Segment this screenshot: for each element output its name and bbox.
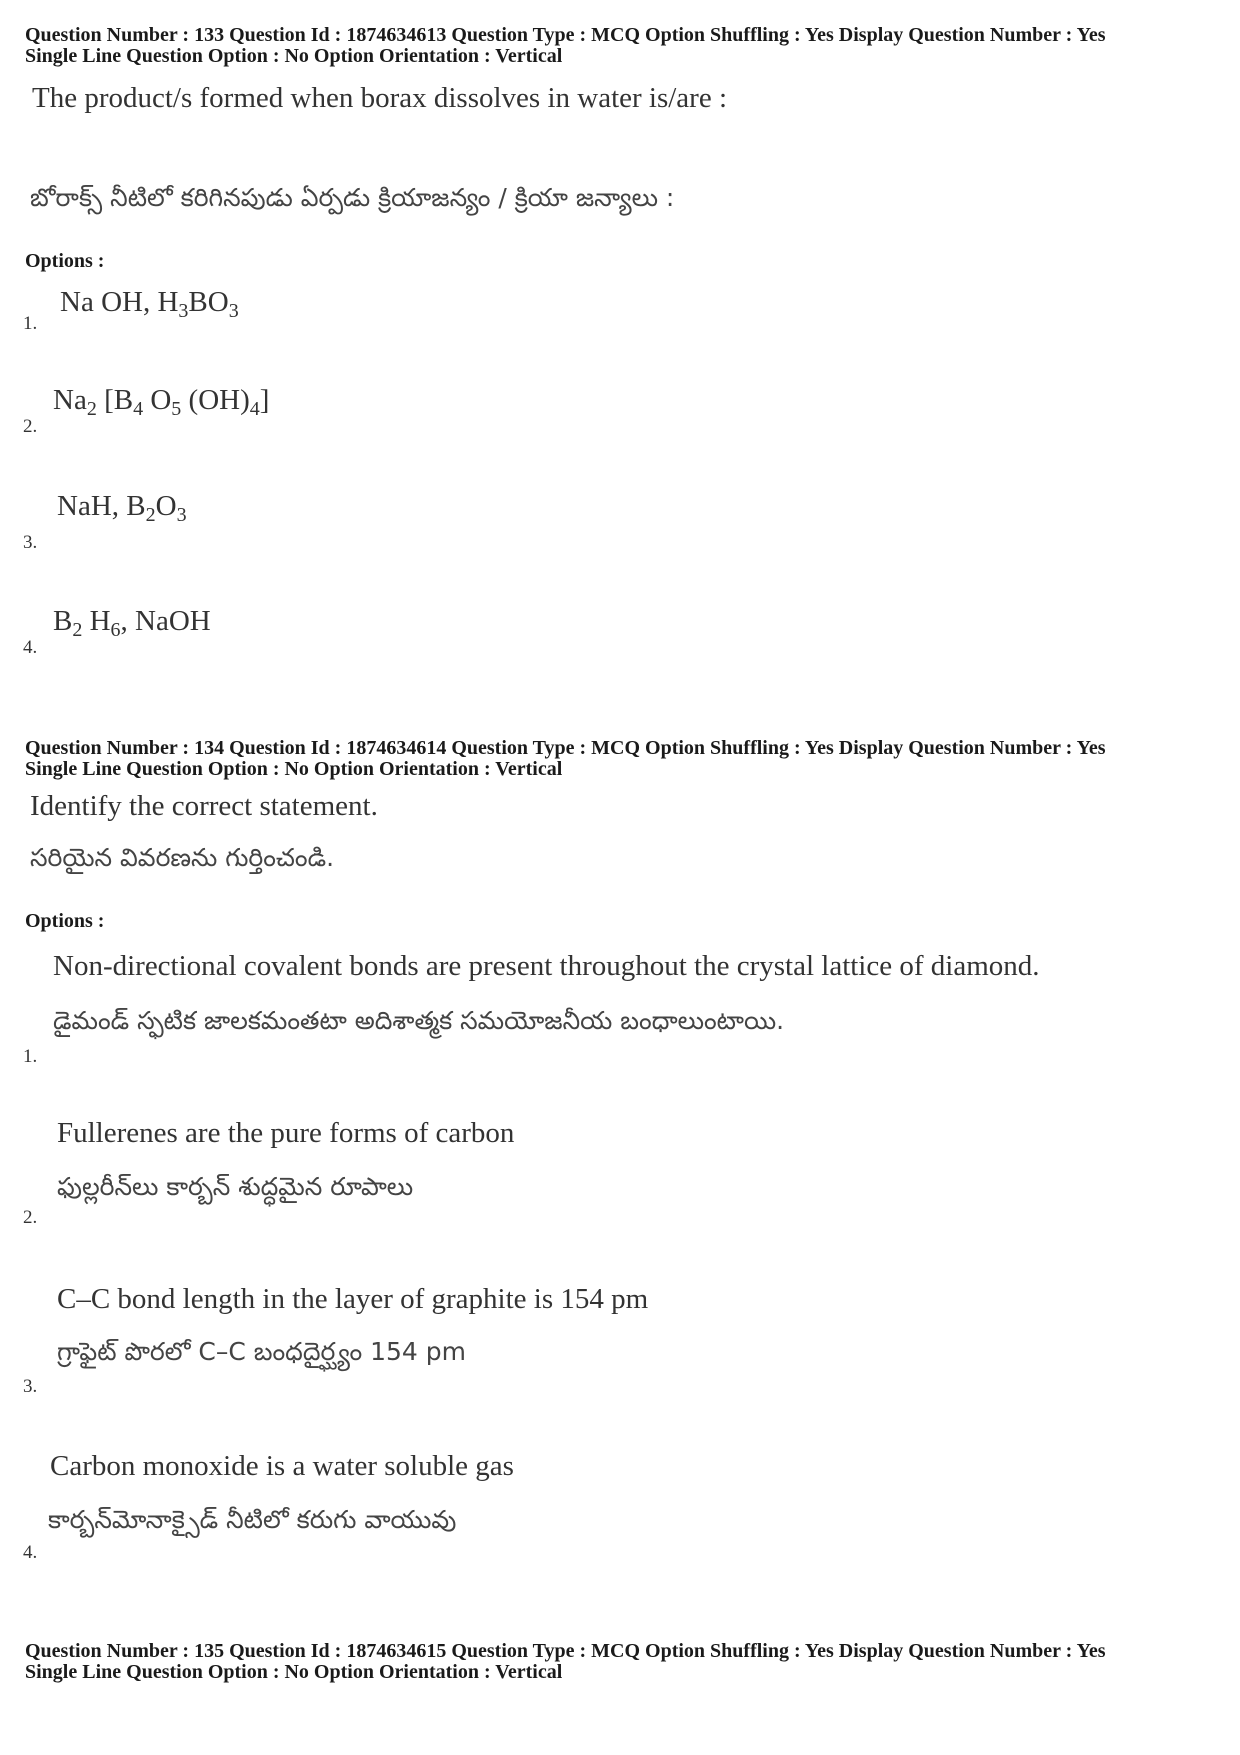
q135-meta-line1: Question Number : 135 Question Id : 1874634615 Question Type : MCQ Option Shuffling : Yes Display Question Number : Yes xyxy=(25,1640,1106,1662)
q133-option-2-number: 2. xyxy=(23,416,38,437)
q134-meta-line1: Question Number : 134 Question Id : 1874634614 Question Type : MCQ Option Shuffling : Yes Display Question Number : Yes xyxy=(25,737,1106,759)
q134-option-4-te: కార్బన్‌మోనాక్సైడ్ నీటిలో కరుగు వాయువు xyxy=(48,1505,457,1534)
q133-option-3-number: 3. xyxy=(23,532,38,553)
q134-option-4-en: Carbon monoxide is a water soluble gas xyxy=(50,1450,514,1482)
q134-option-1-number: 1. xyxy=(23,1046,38,1067)
q133-option-1-formula: Na OH, $H_3BO_3$ xyxy=(60,286,239,322)
q133-question-en: The product/s formed when borax dissolves in water is/are : xyxy=(32,82,728,114)
q133-option-4-number: 4. xyxy=(23,637,38,658)
q135-meta-line2: Single Line Question Option : No Option Orientation : Vertical xyxy=(25,1661,563,1683)
q134-option-2-en: Fullerenes are the pure forms of carbon xyxy=(57,1117,515,1149)
q133-option-4-formula: $B_2$ $H_6$, NaOH xyxy=(53,605,211,641)
q134-option-2-number: 2. xyxy=(23,1207,38,1228)
q134-option-1-te: డైమండ్ స్ఫటిక జాలకమంతటా అదిశాత్మక సమయోజనీయ బంధాలుంటాయి. xyxy=(53,1006,785,1035)
q133-question-te: బోరాక్స్ నీటిలో కరిగినపుడు ఏర్పడు క్రియాజన్యం / క్రియా జన్యాలు : xyxy=(30,183,675,212)
q133-option-1-number: 1. xyxy=(23,313,38,334)
q133-option-2-formula: $Na_2$ [$B_4$ $O_5$ $(OH)_4$] xyxy=(53,384,270,420)
q134-question-te: సరియైన వివరణను గుర్తించండి. xyxy=(30,843,335,872)
q133-options-label: Options : xyxy=(25,250,105,272)
q134-question-en: Identify the correct statement. xyxy=(30,790,378,822)
q134-meta-line2: Single Line Question Option : No Option Orientation : Vertical xyxy=(25,758,563,780)
q133-option-3-formula: NaH, $B_2O_3$ xyxy=(57,490,187,526)
q133-meta-line2: Single Line Question Option : No Option Orientation : Vertical xyxy=(25,45,563,67)
q134-option-3-en: C–C bond length in the layer of graphite is 154 pm xyxy=(57,1283,649,1315)
q134-option-2-te: ఫుల్లరీన్‌లు కార్బన్ శుద్ధమైన రూపాలు xyxy=(57,1172,414,1201)
q134-option-4-number: 4. xyxy=(23,1542,38,1563)
q134-option-3-number: 3. xyxy=(23,1376,38,1397)
q134-options-label: Options : xyxy=(25,910,105,932)
q134-option-1-en: Non-directional covalent bonds are present throughout the crystal lattice of diamond. xyxy=(53,950,1040,982)
q133-meta-line1: Question Number : 133 Question Id : 1874634613 Question Type : MCQ Option Shuffling : Yes Display Question Number : Yes xyxy=(25,24,1106,46)
q134-option-3-te: గ్రాఫైట్ పొరలో C–C బంధదైర్ఘ్యం 154 pm xyxy=(57,1337,466,1366)
